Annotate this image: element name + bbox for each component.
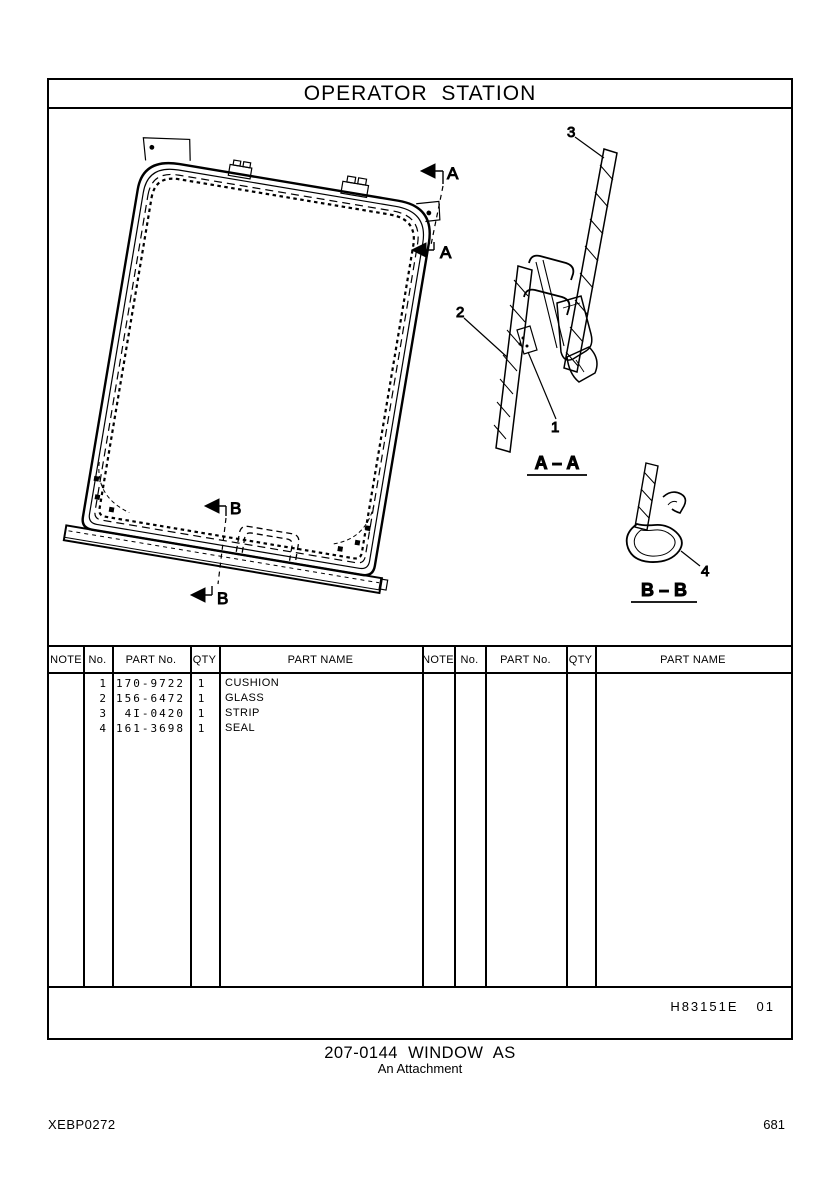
frame-seal-dashed-line (94, 171, 423, 564)
section-bb-detail (627, 463, 710, 602)
document-code (648, 984, 775, 1029)
callout-2: 2 (456, 304, 465, 321)
frame-seal-bead (98, 175, 417, 559)
header-qty: QTY (192, 653, 217, 666)
window-assembly-diagram (47, 109, 793, 645)
header-part-name-2: PART NAME (660, 653, 726, 666)
row-qty: 1 (197, 722, 205, 735)
section-bb-label: B – B (640, 580, 688, 600)
row-no: 4 (99, 722, 107, 735)
row-no: 2 (99, 692, 107, 705)
cushion-section (517, 326, 537, 354)
strip-section (564, 149, 617, 372)
header-no-2: No. (460, 653, 479, 666)
section-arrows-a (412, 164, 459, 262)
callout-1: 1 (551, 419, 560, 436)
row-part-no: 161-3698 (116, 722, 185, 735)
leader-4 (681, 551, 700, 566)
row-part-no: 4I-0420 (124, 707, 185, 720)
seal-strip-section (635, 463, 658, 530)
row-no: 1 (99, 677, 107, 690)
window-frame-drawing (64, 130, 454, 594)
table-row (49, 722, 791, 737)
footer-box (47, 988, 793, 1040)
row-part-name: GLASS (225, 692, 265, 704)
page-number: 681 (763, 1117, 785, 1132)
section-b-label-top: B (230, 499, 242, 518)
header-note: NOTE (50, 653, 82, 666)
section-a-label-top: A (447, 164, 459, 183)
section-b-arrow-bottom (191, 588, 205, 602)
row-qty: 1 (197, 692, 205, 705)
section-aa-label: A – A (534, 453, 580, 473)
row-qty: 1 (197, 707, 205, 720)
assembly-caption: 207-0144 WINDOW AS (324, 1044, 516, 1062)
row-part-name: CUSHION (225, 677, 280, 689)
row-part-no: 156-6472 (116, 692, 185, 705)
leader-3 (575, 137, 604, 158)
table-row (49, 692, 791, 707)
section-aa-detail (456, 124, 617, 475)
form-number: XEBP0272 (48, 1117, 116, 1132)
leader-2 (464, 318, 507, 357)
row-qty: 1 (197, 677, 205, 690)
doc-code-text: H83151E (670, 999, 739, 1014)
table-row (49, 707, 791, 722)
section-a-label-bottom: A (440, 243, 452, 262)
row-part-name: STRIP (225, 707, 260, 719)
leader-1 (528, 352, 556, 419)
parts-table (47, 645, 793, 988)
glass-section (494, 266, 532, 452)
doc-rev-text: 01 (756, 999, 775, 1014)
header-qty-2: QTY (568, 653, 593, 666)
assembly-subcaption: An Attachment (377, 1061, 463, 1076)
table-row (49, 677, 791, 692)
frame-outer-line (81, 158, 435, 577)
section-a-arrow-top (421, 164, 435, 178)
row-no: 3 (99, 707, 107, 720)
section-b-label-bottom: B (217, 589, 229, 608)
callout-3: 3 (567, 124, 576, 141)
header-part-name: PART NAME (287, 653, 354, 666)
header-divider (49, 672, 791, 674)
section-b-arrow-top (205, 499, 219, 513)
header-note-2: NOTE (422, 653, 454, 666)
header-part-no-2: PART No. (500, 653, 551, 666)
row-part-name: SEAL (225, 722, 256, 734)
row-part-no: 170-9722 (116, 677, 185, 690)
page-title: OPERATOR STATION (303, 81, 537, 105)
frame-inner-line (88, 165, 428, 570)
header-no: No. (88, 653, 107, 666)
callout-4: 4 (701, 563, 710, 580)
header-part-no: PART No. (125, 653, 177, 666)
page-title-box (47, 78, 793, 109)
